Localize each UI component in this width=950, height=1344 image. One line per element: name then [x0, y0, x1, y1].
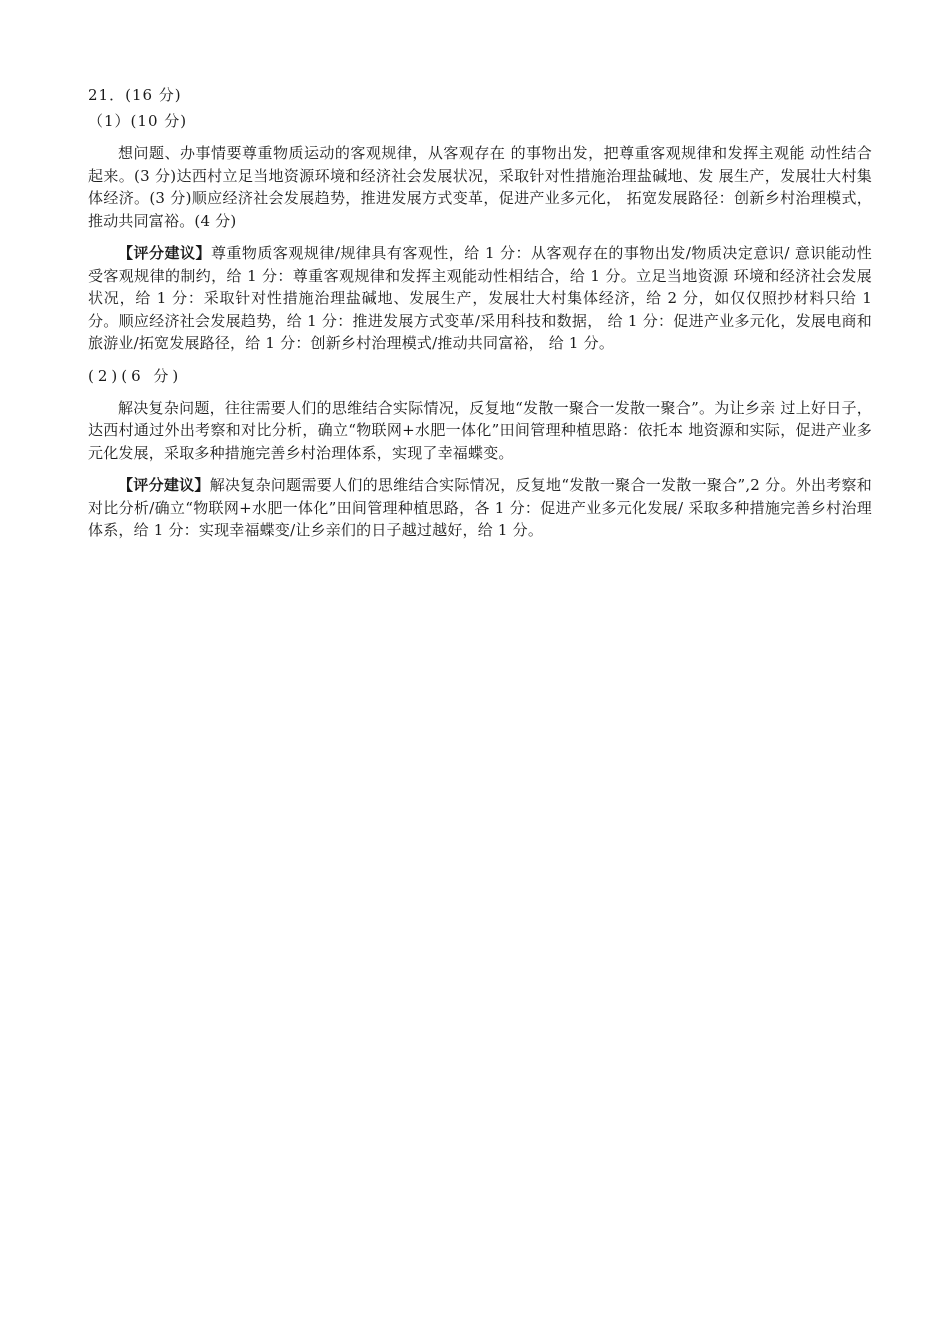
part1-answer: 想问题、办事情要尊重物质运动的客观规律，从客观存在 的事物出发，把尊重客观规律和发挥主观能 动性结合起来。(3 分)达西村立足当地资源环境和经济社会发展状况，采取针对性措施治理盐碱地、发 展生产，发展壮大村集体经济。(3 分)顺应经济社会发展趋势，推进发展方式变革，促进产业多元化， 拓宽发展路径：创新乡村治理模式，推动共同富裕。(4 分) [88, 144, 872, 230]
part2-scoring-text: 解决复杂问题需要人们的思维结合实际情况，反复地“发散一聚合一发散一聚合”,2 分。外出考察和对比分析/确立“物联网+水肥一体化”田间管理种植思路，各 1 分：促进产业多元化发展/ 采取多种措施完善乡村治理体系，给 1 分：实现幸福蝶变/让乡亲们的日子越过越好，给 1 分。 [88, 476, 873, 539]
part1-scoring [88, 242, 872, 355]
answer-page [88, 84, 872, 552]
part1-scoring-tag: 【评分建议】 [118, 244, 211, 262]
question-title: 21．(16 分) [88, 86, 182, 104]
part2-scoring [88, 474, 872, 542]
part1-label: （1）(10 分) [88, 112, 188, 130]
part1-scoring-text: 尊重物质客观规律/规律具有客观性，给 1 分：从客观存在的事物出发/物质决定意识/ 意识能动性受客观规律的制约，给 1 分：尊重客观规律和发挥主观能动性相结合，给 1 分。立足当地资源 环境和经济社会发展状况，给 1 分：采取针对性措施治理盐碱地、发展生产，发展壮大村集体经济，给 2 分，如仅仅照抄材料只给 1 分。顺应经济社会发展趋势，给 1 分：推进发展方式变革/采用科技和数据， 给 1 分：促进产业多元化，发展电商和旅游业/拓宽发展路径，给 1 分：创新乡村治理模式/推动共同富裕， 给 1 分。 [88, 244, 873, 352]
part2-answer: 解决复杂问题，往往需要人们的思维结合实际情况，反复地“发散一聚合一发散一聚合”。为让乡亲 过上好日子，达西村通过外出考察和对比分析，确立“物联网+水肥一体化”田间管理种植思路：依托本 地资源和实际，促进产业多元化发展，采取多种措施完善乡村治理体系，实现了幸福蝶变。 [88, 398, 872, 462]
part2-label: (2)(6 分) [88, 366, 183, 385]
part2-scoring-tag: 【评分建议】 [118, 476, 210, 494]
